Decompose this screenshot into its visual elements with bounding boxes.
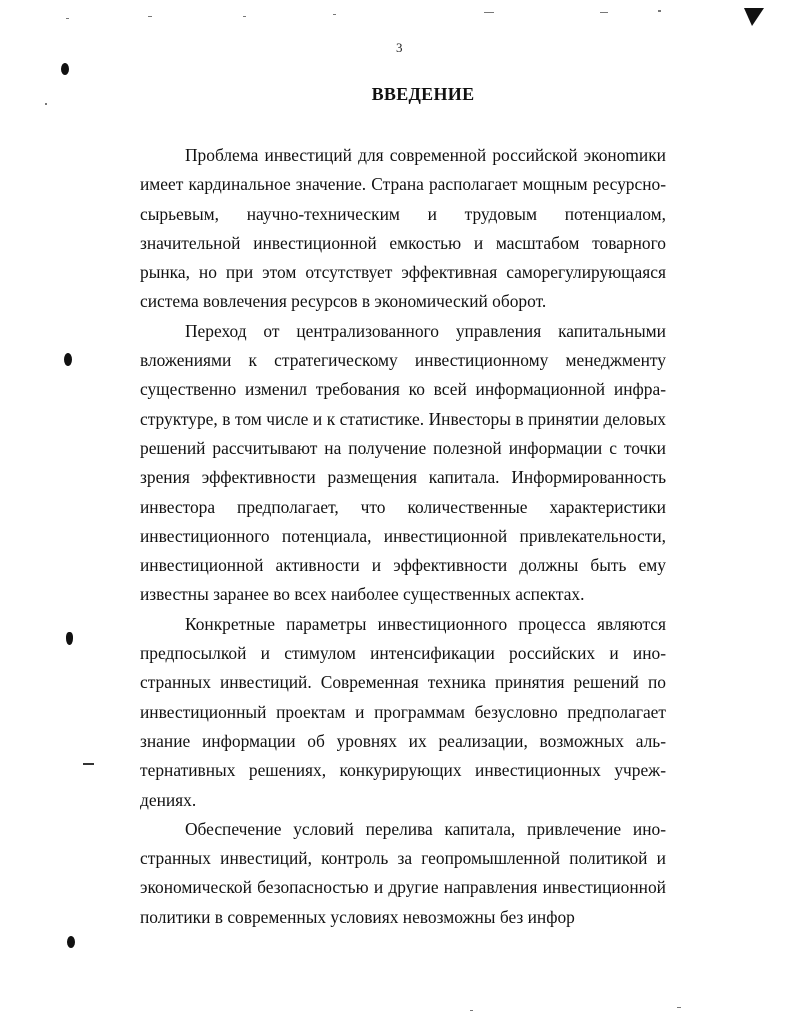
scan-speck <box>658 10 661 12</box>
binder-mark <box>64 353 72 366</box>
page-title: ВВЕДЕНИЕ <box>371 84 475 104</box>
scan-corner-marker-icon <box>744 8 764 26</box>
paragraph: Обеспечение условий перелива капитала, привлечение иностранных инвестиций, контроль за геопромышленной политикой и экономической безопасностью и другие направления инвестиционной политики в современных условиях невозможны без инфор <box>140 818 666 927</box>
binder-mark <box>66 632 73 645</box>
paragraph: Проблема инвестиций для современной российской эконоmики имеет кардинальное значение. Страна располагает мощным ресурсно-сырьевым, научно-техническим и трудовым потенциалом, значительной инвестиционной емкостью и масштабом товарного рынка, но при этом отсутствует эффективная саморегулирующаяся система вовлечения ресурсов в экономический оборот. <box>140 145 666 312</box>
scan-speck <box>470 1010 473 1011</box>
scan-speck <box>66 18 69 19</box>
paragraph: Переход от централизованного управления капитальными вложениями к стратегическому инвестиционному менеджменту существенно изменил требования ко всей информационной инфраструктуре, в том числе и к статистике. Инвесторы в принятии деловых решений рассчитывают на получение полезной информации с точки зрения эффективности размещения капитала. Информированность инвестора предполагает, что количественные характеристики инвестиционного потенциала, инвестиционной привлекательности, инвестиционной активности и эффективности должны быть ему известны заранее во всех наиболее существенных аспектах. <box>140 320 666 605</box>
binder-mark <box>61 63 69 75</box>
scan-speck <box>148 16 152 17</box>
scan-speck <box>243 16 246 17</box>
scan-speck <box>333 14 336 15</box>
scan-speck <box>600 12 608 13</box>
binder-mark <box>67 936 75 948</box>
scan-speck <box>677 1007 681 1008</box>
scan-speck <box>484 12 494 13</box>
document-body <box>140 141 666 932</box>
page-number: 3 <box>396 40 403 55</box>
scan-dash <box>83 763 94 765</box>
paragraph: Конкретные параметры инвестиционного процесса являются предпосылкой и стимулом интенсификации российских и иностранных инвестиций. Современная техника принятия решений по инвестиционный проектам и программам безусловно предполагает знание информации об уровнях их реализации, возможных альтернативных решениях, конкурирующих инвестиционных учреждениях. <box>140 613 666 810</box>
